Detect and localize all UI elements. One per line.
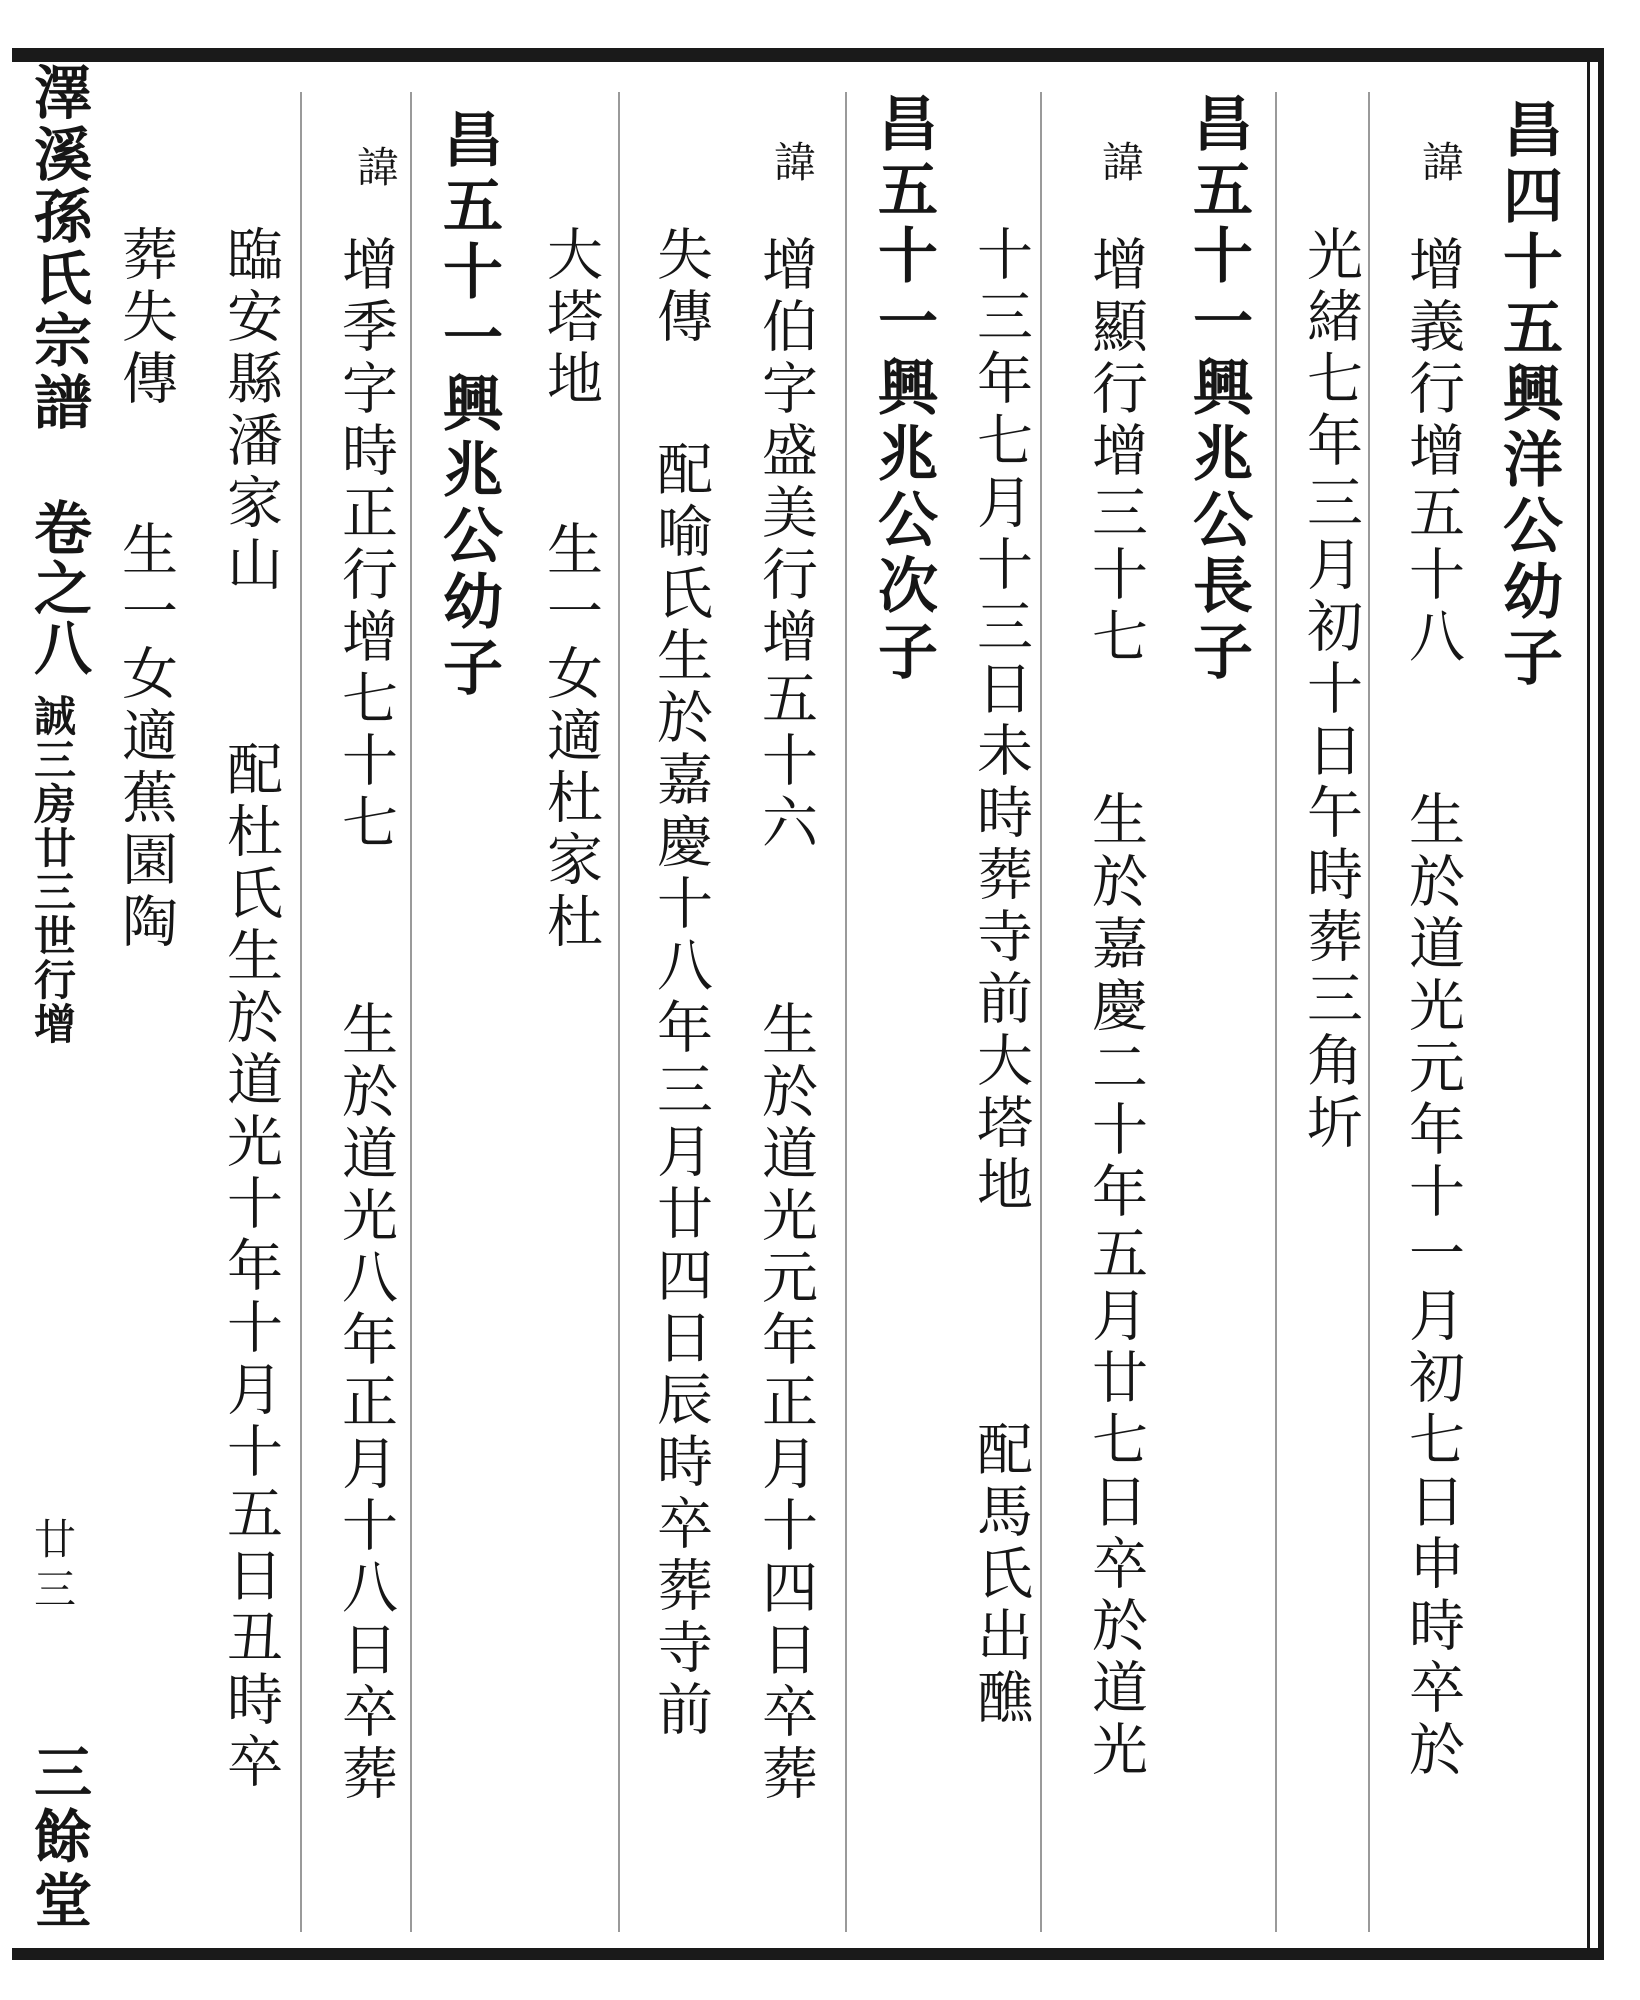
person-name-entry: 增季字時正行增七十七 bbox=[333, 235, 398, 855]
spine-title: 澤溪孫氏宗譜 bbox=[24, 62, 92, 434]
birth-death-record: 生於道光元年正月十四日卒葬 bbox=[753, 1000, 818, 1806]
offspring-record: 生一女適蕉園陶 bbox=[113, 520, 178, 954]
column-rule bbox=[618, 92, 620, 1932]
burial-record: 失傳 bbox=[648, 225, 713, 349]
spouse-record: 配馬氏出醮 bbox=[968, 1420, 1033, 1730]
taboo-name-marker: 諱 bbox=[1096, 140, 1145, 188]
taboo-name-marker: 諱 bbox=[351, 145, 400, 193]
burial-place: 臨安縣潘家山 bbox=[218, 225, 283, 597]
burial-place: 大塔地 bbox=[538, 225, 603, 411]
column-rule bbox=[410, 92, 412, 1932]
generation-heading: 昌四十五興洋公幼子 bbox=[1493, 98, 1563, 692]
column-rule bbox=[1040, 92, 1042, 1932]
spouse-record: 配杜氏生於道光十年十月十五日丑時卒 bbox=[218, 740, 283, 1794]
birth-death-record: 生於道光八年正月十八日卒葬 bbox=[333, 1000, 398, 1806]
death-burial-record: 十三年七月十三日未時葬寺前大塔地 bbox=[968, 225, 1033, 1217]
birth-death-record: 生於嘉慶二十年五月廿七日卒於道光 bbox=[1083, 790, 1148, 1782]
spine-hall-name: 三餘堂 bbox=[24, 1742, 92, 1934]
generation-heading: 昌五十一興兆公次子 bbox=[868, 92, 938, 686]
spouse-record: 配喻氏生於嘉慶十八年三月廿四日辰時卒葬寺前 bbox=[648, 440, 713, 1742]
death-burial-record: 光緒七年三月初十日午時葬三角圻 bbox=[1298, 225, 1363, 1155]
person-name-entry: 增義行增五十八 bbox=[1400, 235, 1465, 669]
burial-record: 葬失傳 bbox=[113, 225, 178, 411]
person-name-entry: 增顯行增三十七 bbox=[1083, 235, 1148, 669]
column-rule bbox=[1275, 92, 1277, 1932]
spine-volume: 卷之八 bbox=[24, 498, 92, 678]
spine-section: 誠三房廿三世行增 bbox=[28, 694, 77, 1046]
taboo-name-marker: 諱 bbox=[768, 140, 817, 188]
column-rule bbox=[845, 92, 847, 1932]
frame-inner-right-rule bbox=[1587, 62, 1590, 1948]
spine-page-number: 廿三 bbox=[28, 1517, 77, 1617]
birth-death-record: 生於道光元年十一月初七日申時卒於 bbox=[1400, 790, 1465, 1782]
taboo-name-marker: 諱 bbox=[1416, 140, 1465, 188]
offspring-record: 生一女適杜家杜 bbox=[538, 520, 603, 954]
person-name-entry: 增伯字盛美行增五十六 bbox=[753, 235, 818, 855]
column-rule bbox=[300, 92, 302, 1932]
generation-heading: 昌五十一興兆公長子 bbox=[1183, 92, 1253, 686]
generation-heading: 昌五十一興兆公幼子 bbox=[433, 108, 503, 702]
